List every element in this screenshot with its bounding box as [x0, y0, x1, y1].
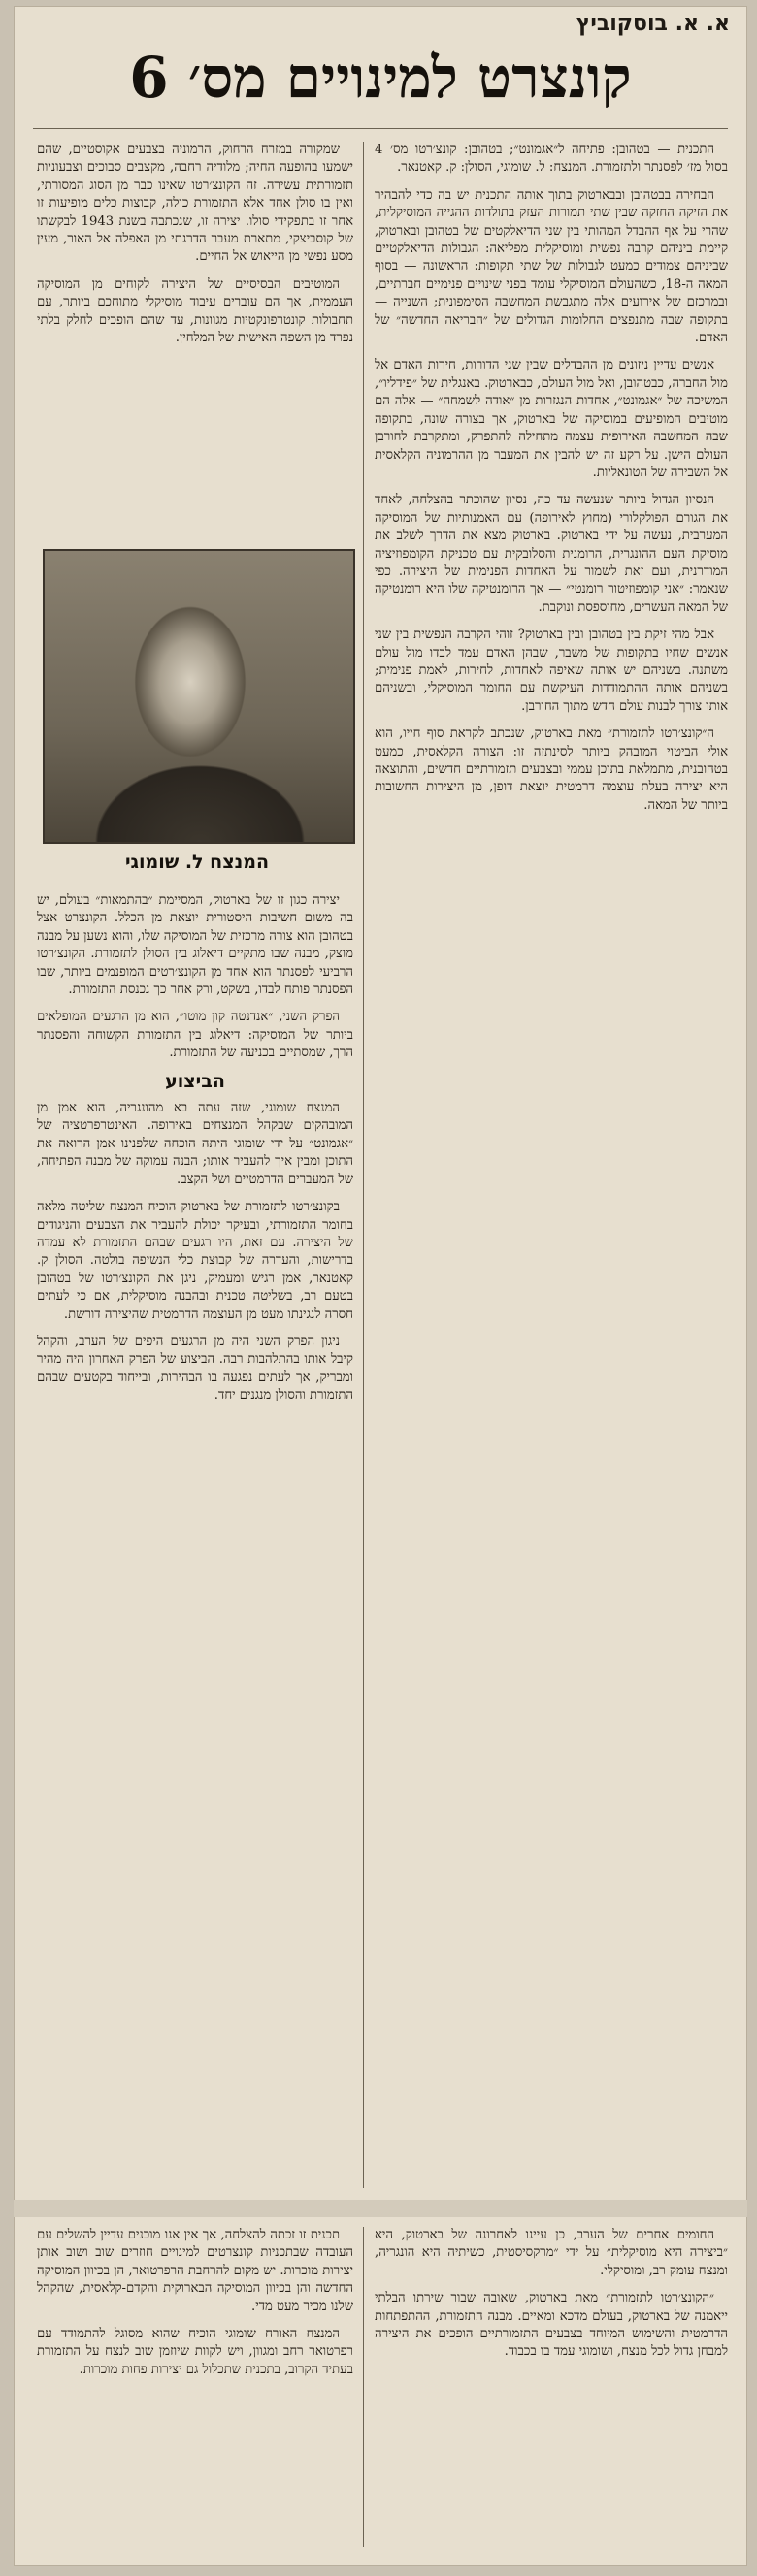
- section-heading: הביצוע: [165, 1070, 225, 1092]
- paragraph: הנסיון הגדול ביותר שנעשה עד כה, נסיון שהוכתר בהצלחה, לאחד את הגורם הפולקלורי (מחוץ לאירופה) עם האמנותיות של המוסיקה המערבית, נעשה על ידי בארטוק. בארטוק מצא את הדרך לשלב את מוסיקת העם ההונגרית, הרומנית והסלובקית עם טכניקת הקומפוזיציה המודרנית, ועם זאת לשמור על האחדות הפנימית של היצירה. כפי שנאמר: ״אני קומפוזיטור רומנטי״ — אך הרומנטיקה שלו היא רומנטיקה של המאה העשרים, מחוספסת ונוקבת.: [375, 493, 728, 615]
- paragraph: המנצח שומוגי, שזה עתה בא מהונגריה, הוא אמן מן המובהקים שבקהל המנצחים באירופה. האינטרפרטציה של ״אגמונט״ על ידי שומוגי היתה הוכחה שלפנינו אמן הרואה את התוכן ומבין איך להעביר אותו; הבנה עמוקה של מבנה הפתיחה, של המעברים הדרמטיים ושל הקצב.: [37, 1101, 353, 1187]
- bottom-right-column: [375, 2227, 728, 2547]
- paragraph: התכנית — בטהובן: פתיחה ל״אגמונט״; בטהובן: קונצ׳רטו מס׳ 4 בסול מז׳ לפסנתר ולתזמורת. המנצח: ל. שומוגי, הסולן: ק. קאטנאר.: [375, 143, 728, 176]
- left-column-bottom: [37, 892, 353, 2188]
- bottom-left-column: [37, 2227, 353, 2547]
- column-divider: [363, 2227, 364, 2547]
- paragraph: אנשים עדיין ניזונים מן ההבדלים שבין שני הדורות, חירות האדם אל מול החברה, כבטהובן, ואל מול העולם, כבארטוק. באנגלית של ״פידליו״, המשיכה של ״אגמונט״, אחדות הנגזרות מן ״אודה לשמחה״ — אלה הם מוטיבים המופיעים במוסיקה של בארטוק, אך בצורה שונה, בתקופה שבה המחשבה האירופית עצמה מתחילה להתפרק, ומתקרבת לחורבן העולם הישן. על רקע זה יש להבין את המעבר מן ההרמוניה הקלאסית אל השבירה של הטונאליות.: [375, 358, 728, 480]
- paragraph: תכנית זו זכתה להצלחה, אך אין אנו מוכנים עדיין להשלים עם העובדה שבתכניות קונצרטים למינויים חוזרים שוב ושוב אותן יצירות מוכרות. יש מקום להרחבת הרפרטואר, הן בכיוון המוסיקה החדשה והן בכיוון המוסיקה הבארוקית והקדם-קלאסית, שהקהל שלנו מכיר מעט מדי.: [37, 2228, 353, 2314]
- byline: א. א. בוסקוביץ: [576, 12, 730, 36]
- paragraph: החומים אחרים של הערב, כן עיינו לאחרונה של בארטוק, היא ״ביצירה היא מוסיקלית״ על ידי ״מרקסיסטית, כשיתיה היא הונגריה, ומנצח עומק רב, ומוסיקלי.: [375, 2228, 728, 2278]
- photo-caption: המנצח ל. שומוגי: [124, 852, 270, 873]
- newspaper-clipping: [14, 6, 747, 2566]
- paragraph: ניגון הפרק השני היה מן הרגעים היפים של הערב, והקהל קיבל אותו בהתלהבות רבה. הביצוע של הפרק האחרון היה מהיר ומבריק, אך לעתים נפגעה בו הבהירות, ובייחוד בקטעים שבהם התזמורת והסולן מנגנים יחד.: [37, 1334, 353, 1403]
- headline: קונצרט למינויים מס׳ 6: [129, 45, 632, 111]
- paragraph: אבל מהי זיקת בין בטהובן ובין בארטוק? זוהי הקרבה הנפשית בין שני אנשים שחיו בתקופות של משבר, שבהן האדם עמד לבדו מול עולם משתנה. בשניהם יש אותה שאיפה לאחדות, לחירות, לאמת פנימית; בשניהם אותה ההתמודדות העיקשת עם החומר המוסיקלי, ובשניהם אותו צורך לבנות עולם חדש מתוך החורבן.: [375, 628, 728, 714]
- paragraph: שמקורה במזרח הרחוק, הרמוניה בצבעים אקוסטיים, שהם ישמעו בהופעה החיה; מלודיה רחבה, מקצבים סבוכים וצבעוניות תזמורתית עשירה. זה הקונצ׳רטו שאינו כבר מן הסוג המסורתי, ואין בו סולן אחד אלא התזמורת כולה, קבוצות כלים מופיעות זו אחר זו בתפקידי סולו. יצירה זו, שנכתבה בשנת 1943 לבקשתו של קוסביצקי, מתארת מעבר הדרגתי מן האפלה אל האור, מעין מסע נפשי מן הייאוש אל החיים.: [37, 143, 353, 265]
- paragraph: ״הקונצ׳רטו לתזמורת״ מאת בארטוק, שאובה שבור שירתו הבלתי ייאמנה של בארטוק, בעולם מדכא ומאיים. מבנה התזמורת, ההתפתחות הדרמטית והשימוש המיוחד בצבעים התזמורתיים הופכים את היצירה למבחן גדול לכל מנצח, ושומוגי עמד בו בכבוד.: [375, 2291, 728, 2360]
- paragraph: יצירה כגון זו של בארטוק, המסיימת ״בהתמאות״ בעולם, יש בה משום חשיבות היסטורית יוצאת מן הכלל. הקונצרט אצל בטהובן הוא צורה מרכזית של המוסיקה שלו, והוא נשען על מבנה מוצק, מבנה שבו מתקיים דיאלוג בין הסולן לתזמורת. הקונצ׳רטו הרביעי לפסנתר הוא אחד מן הקונצ׳רטים המופנמים ביותר, שבו הפסנתר פותח לבדו, בשקט, ורק אחר כך נכנסת התזמורת.: [37, 893, 353, 998]
- left-column-top: [37, 142, 353, 539]
- paragraph: ה״קונצ׳רטו לתזמורת״ מאת בארטוק, שנכתב לקראת סוף חייו, הוא אולי הביטוי המובהק ביותר לסינתזה זו: הצורה הקלאסית, כמעט בטהובנית, מתמלאת בתוכן עממי ובצבעים תזמורתיים חדשים, והתוצאה היא יצירה בעלת עוצמה דרמטית יוצאת דופן, מן היצירות החשובות ביותר של המאה.: [375, 726, 728, 813]
- column-divider: [363, 142, 364, 2188]
- paragraph: המנצח האורח שומוגי הוכיח שהוא מסוגל להתמודד עם רפרטואר רחב ומגוון, ויש לקוות שיוזמן שוב לנצח על התזמורת בעתיד הקרוב, בתכנית שתכלול גם יצירות פחות מוכרות.: [37, 2327, 353, 2377]
- paragraph: הבחירה בבטהובן ובבארטוק בתוך אותה התכנית יש בה כדי להבהיר את הזיקה החזקה שבין שתי תמורות העזק בתולדות ההגייה המוסיקלית, שהרי על אף ההבדל המהותי בין שני הדיאלקטים של בטהובן ובארטוק, קיימת ביניהם קרבה נפשית ומוסיקלית מפליאה: הגבולות הדיאלקטיים שביניהם צמודים כמעט לגבולות של שתי תקופות: הראשונה — בסוף המאה ה-18, כשהעולם המוסיקלי עומד בפני שינויים פנימיים חברתיים, ובמרכזם של אירועים אלה מתגבשת המחשבה הסימפונית; השנייה — בתקופה שבה מתנפצים החלומות הגדולים של ״הבריאה החדשה״ של האדם.: [375, 187, 728, 346]
- paragraph: בקונצ׳רטו לתזמורת של בארטוק הוכיח המנצח שליטה מלאה בחומר התזמורתי, ובעיקר יכולת להעביר את הצבעים והניגודים של היצירה. עם זאת, היו רגעים שבהם התזמורת לא עמדה בדרישות, והעדרה של קבוצת כלי הנשיפה בולטה. הסולן ק. קאטנאר, אמן רגיש ומעמיק, ניגן את הקונצ׳רטו של בטהובן בטעם רב, בשליטה טכנית ובהבנה מוסיקלית, אם כי לעתים חסרה לנגינתו מעט מן העוצמה הדרמטית שהיצירה דורשת.: [37, 1200, 353, 1322]
- paragraph: הפרק השני, ״אנדנטה קון מוטו״, הוא מן הרגעים המופלאים ביותר של המוסיקה: דיאלוג בין התזמורת הקשוחה והפסנתר הרך, שמסתיים בכניעה של התזמורת.: [37, 1010, 353, 1061]
- conductor-photo: [43, 549, 355, 844]
- headline-rule: [33, 128, 728, 129]
- clipping-seam: [14, 2200, 747, 2217]
- right-column: [375, 142, 728, 2188]
- paragraph: המוטיבים הבסיסיים של היצירה לקוחים מן המוסיקה העממית, אך הם עוברים עיבוד מוסיקלי מתוחכם ביותר, עם תחבולות קונטרפונקטיות מגוונות, עד שהם הופכים לחלק בלתי נפרד מן השפה האישית של המלחין.: [37, 276, 353, 346]
